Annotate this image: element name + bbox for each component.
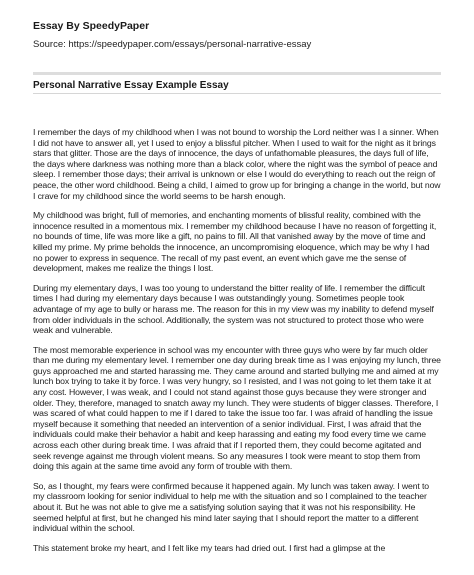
document-header bbox=[33, 20, 441, 51]
essay-title: Personal Narrative Essay Example Essay bbox=[33, 80, 229, 91]
essay-paragraph: My childhood was bright, full of memories, and enchanting moments of blissful reality, combined with the innocence resulted in a momentous mix. I remember my childhood because I have no reason of forgetting it, no bounds of time, life was more like a gift, no pains to fill. All that vanished away by the move of time and killed my prime. My prime beholds the innocence, an uncompromising eloquence, which may be why I had no power to express in sequence. The recall of my past event, an event which gave me the sense of development, makes me realize the things I lost. bbox=[33, 210, 437, 274]
essay-body bbox=[33, 127, 441, 562]
essay-paragraph: During my elementary days, I was too young to understand the bitter reality of life. I remember the difficult times I had during my elementary days because I was outstandingly young. Sometimes people took advantage of my age to bully or harass me. The reason for this in my view was my inability to defend myself from older individuals in the school. Additionally, the system was not structured to protect those who were weak and vulnerable. bbox=[33, 282, 434, 336]
title-divider bbox=[33, 93, 441, 94]
source-line: Source: https://speedypaper.com/essays/personal-narrative-essay bbox=[33, 39, 312, 50]
header-divider bbox=[33, 72, 441, 75]
essay-paragraph: I remember the days of my childhood when I was not bound to worship the Lord neither was I a sinner. When I did not have to answer all, yet I used to enjoy a blissful pitcher. When I used to wait for the night as it brings stars that glitter. Those are the days of innocence, the days of unfathomable pleasures, the days full of life, the days where darkness was nothing more than a black color, where the night was the symbol of peace and sleep. I remember those days; their arrival is unknown or else I would do everything to reach out the reign of peace, the other word childhood. Being a child, I aimed to grow up for bringing a change in the world, but now I crave for my childhood since the world seems to be harsh enough. bbox=[33, 127, 441, 201]
brand-title: Essay By SpeedyPaper bbox=[33, 20, 150, 32]
essay-paragraph: So, as I thought, my fears were confirmed because it happened again. My lunch was taken away. I went to my classroom looking for senior individual to help me with the situation and so I complained to the teacher about it. But he was not able to give me a satisfying solution saying that it was not his responsibility. He seemed helpful at first, but he changed his mind later saying that I should report the matter to a different individual within the school. bbox=[33, 480, 430, 534]
essay-paragraph: The most memorable experience in school was my encounter with three guys who were by far much older than me during my elementary level. I remember one day during break time as I was enjoying my lunch, three guys approached me and started harassing me. They came around and started bullying me and aimed at my lunch box trying to take it by force. I was very hungry, so I resisted, and I was not going to let them take it at any cost. However, I was weak, and I could not stand against those guys because they were stronger and older. They, therefore, managed to snatch away my lunch. They were students of bigger classes. Therefore, I was scared of what could happen to me if I dared to take the issue too far. I was afraid of handling the issue myself because it something that needed an intervention of a senior individual. First, I was afraid that the individuals could make their behavior a habit and keep harassing and eating my food every time we came across each other during break time. I was afraid that if I reported them, they could become agitated and seek revenge against me through violent means. So any measures I took were meant to stop them from doing this again at the same time avoid any form of trouble with them. bbox=[33, 344, 441, 472]
essay-paragraph: This statement broke my heart, and I felt like my tears had dried out. I first had a glimpse at the bbox=[33, 542, 386, 553]
